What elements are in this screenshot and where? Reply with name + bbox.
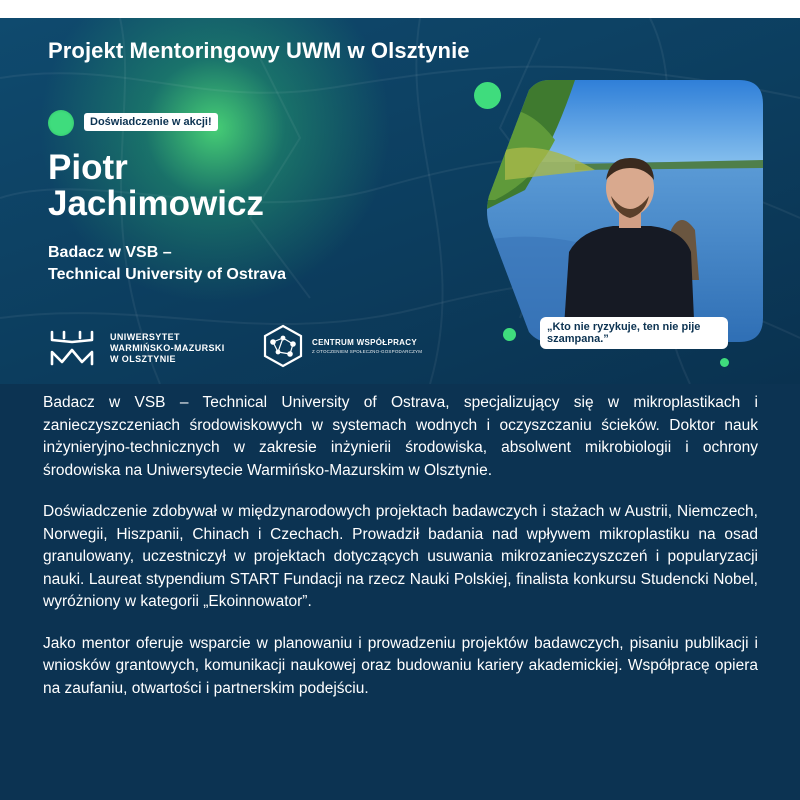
cooperation-centre-title: CENTRUM WSPÓŁPRACY <box>312 338 417 347</box>
quote-line-2: szampana.” <box>547 333 609 345</box>
uwm-logo-line-1: UNIWERSYTET <box>110 331 180 342</box>
bio-paragraph-2: Doświadczenie zdobywał w międzynarodowych projektach badawczych i stażach w Austrii, Niemczech, Norwegii, Hiszpanii, Chinach i Czechach. Prowadził badania nad wpływem mikroplastiku na osad granulowany, uczestniczył w projektach dotyczących usuwania mikrozanieczyszczeń i popularyzacji nauki. Laureat stypendium START Fundacji na rzecz Nauki Polskiej, finalista konkursu Studencki Nobel, wyróżniony w kategorii „Ekoinnowator”. <box>43 503 758 610</box>
mentor-portrait-image <box>485 80 763 342</box>
badge-sun-icon <box>48 110 74 136</box>
cooperation-centre-subtitle: Z OTOCZENIEM SPOŁECZNO-GOSPODARCZYM <box>312 349 423 354</box>
role-line-1: Badacz w VSB – <box>48 244 172 261</box>
mentor-last-name: Jachimowicz <box>48 184 264 223</box>
uwm-logo-text <box>110 332 225 365</box>
mentor-role <box>48 242 286 286</box>
uwm-logo-line-3: W OLSZTYNIE <box>110 353 176 364</box>
uwm-emblem-icon <box>48 328 96 368</box>
mentor-quote <box>540 317 728 349</box>
role-line-2: Technical University of Ostrava <box>48 266 287 283</box>
bio-paragraph-3: Jako mentor oferuje wsparcie w planowaniu i prowadzeniu projektów badawczych, pisaniu publikacji i wniosków grantowych, komunikacji naukowej oraz budowaniu kariery akademickiej. Współpracę opiera na zaufaniu, otwartości i partnerskim podejściu. <box>43 634 758 697</box>
top-white-strip <box>0 0 800 18</box>
hero-banner <box>0 18 800 384</box>
cooperation-centre-logo <box>262 324 422 368</box>
network-hexagon-icon <box>262 324 304 368</box>
experience-badge: Doświadczenie w akcji! <box>84 113 218 131</box>
mentor-first-name: Piotr <box>48 148 128 187</box>
quote-line-1: „Kto nie ryzykuje, ten nie pije <box>547 321 701 333</box>
mentor-description <box>43 392 758 719</box>
mentor-photo <box>485 80 763 347</box>
cooperation-centre-text <box>312 338 422 354</box>
bio-paragraph-1: Badacz w VSB – Technical University of Ostrava, specjalizujący się w mikroplastikach i zanieczyszczeniach środowiskowych w systemach wodnych i oczyszczaniu ścieków. Doktor nauk inżynieryjno-technicznych w zakresie inżynierii środowiska, absolwent mikrobiologii i ochrony środowiska na Uniwersytecie Warmińsko-Mazurskim w Olsztynie. <box>43 394 758 479</box>
uwm-logo <box>48 328 225 368</box>
mentor-name <box>48 150 264 222</box>
decor-dot-tiny <box>720 358 729 367</box>
uwm-logo-line-2: WARMIŃSKO-MAZURSKI <box>110 342 225 353</box>
event-title: Projekt Mentoringowy UWM w Olsztynie <box>48 38 470 63</box>
